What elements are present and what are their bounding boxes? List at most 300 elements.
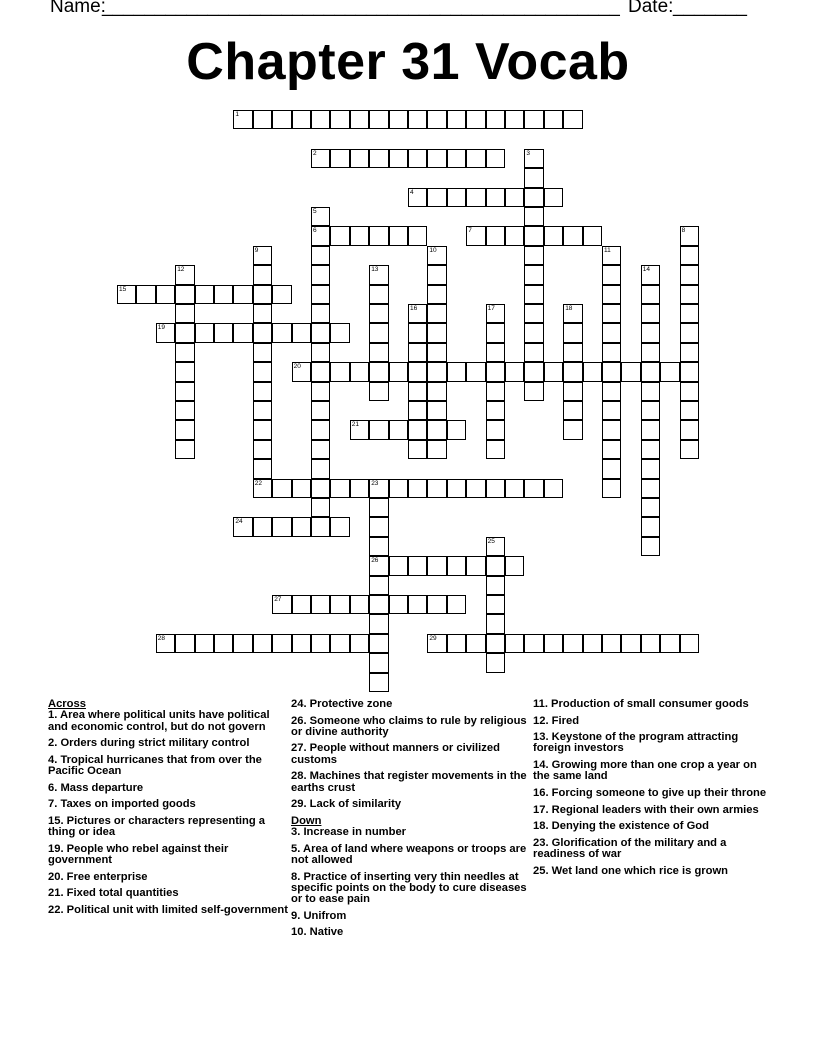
grid-cell[interactable] xyxy=(292,517,311,536)
grid-cell[interactable] xyxy=(680,440,699,459)
grid-cell[interactable] xyxy=(253,634,272,653)
grid-cell[interactable] xyxy=(292,479,311,498)
grid-cell[interactable] xyxy=(544,188,563,207)
grid-cell[interactable] xyxy=(447,362,466,381)
grid-cell[interactable] xyxy=(311,207,330,226)
grid-cell[interactable] xyxy=(427,246,446,265)
grid-cell[interactable] xyxy=(680,634,699,653)
grid-cell[interactable] xyxy=(447,634,466,653)
grid-cell[interactable] xyxy=(505,479,524,498)
grid-cell[interactable] xyxy=(311,265,330,284)
grid-cell[interactable] xyxy=(602,634,621,653)
grid-cell[interactable] xyxy=(524,382,543,401)
grid-cell[interactable] xyxy=(680,420,699,439)
grid-cell[interactable] xyxy=(563,401,582,420)
grid-cell[interactable] xyxy=(330,479,349,498)
grid-cell[interactable] xyxy=(583,226,602,245)
grid-cell[interactable] xyxy=(486,149,505,168)
grid-cell[interactable] xyxy=(253,401,272,420)
grid-cell[interactable] xyxy=(350,149,369,168)
grid-cell[interactable] xyxy=(486,188,505,207)
grid-cell[interactable] xyxy=(524,246,543,265)
grid-cell[interactable] xyxy=(641,498,660,517)
grid-cell[interactable] xyxy=(524,226,543,245)
grid-cell[interactable] xyxy=(641,382,660,401)
grid-cell[interactable] xyxy=(524,168,543,187)
grid-cell[interactable] xyxy=(311,517,330,536)
grid-cell[interactable] xyxy=(563,382,582,401)
grid-cell[interactable] xyxy=(369,226,388,245)
grid-cell[interactable] xyxy=(389,595,408,614)
grid-cell[interactable] xyxy=(292,595,311,614)
grid-cell[interactable] xyxy=(563,420,582,439)
grid-cell[interactable] xyxy=(660,362,679,381)
grid-cell[interactable] xyxy=(214,285,233,304)
grid-cell[interactable] xyxy=(505,634,524,653)
grid-cell[interactable] xyxy=(330,362,349,381)
grid-cell[interactable] xyxy=(311,323,330,342)
grid-cell[interactable] xyxy=(641,459,660,478)
grid-cell[interactable] xyxy=(350,595,369,614)
grid-cell[interactable] xyxy=(136,285,155,304)
grid-cell[interactable] xyxy=(311,362,330,381)
grid-cell[interactable] xyxy=(292,634,311,653)
grid-cell[interactable] xyxy=(447,149,466,168)
grid-cell[interactable] xyxy=(524,188,543,207)
grid-cell[interactable] xyxy=(253,343,272,362)
grid-cell[interactable] xyxy=(389,362,408,381)
grid-cell[interactable] xyxy=(563,362,582,381)
grid-cell[interactable] xyxy=(408,556,427,575)
grid-cell[interactable] xyxy=(214,634,233,653)
grid-cell[interactable] xyxy=(408,323,427,342)
grid-cell[interactable] xyxy=(427,149,446,168)
grid-cell[interactable] xyxy=(427,265,446,284)
grid-cell[interactable] xyxy=(524,634,543,653)
grid-cell[interactable] xyxy=(680,265,699,284)
grid-cell[interactable] xyxy=(195,634,214,653)
grid-cell[interactable] xyxy=(486,420,505,439)
grid-cell[interactable] xyxy=(602,246,621,265)
grid-cell[interactable] xyxy=(466,188,485,207)
grid-cell[interactable] xyxy=(641,304,660,323)
grid-cell[interactable] xyxy=(544,110,563,129)
grid-cell[interactable] xyxy=(466,634,485,653)
grid-cell[interactable] xyxy=(641,323,660,342)
grid-cell[interactable] xyxy=(486,362,505,381)
grid-cell[interactable] xyxy=(389,479,408,498)
grid-cell[interactable] xyxy=(447,595,466,614)
grid-cell[interactable] xyxy=(427,323,446,342)
grid-cell[interactable] xyxy=(486,653,505,672)
grid-cell[interactable] xyxy=(408,188,427,207)
grid-cell[interactable] xyxy=(408,149,427,168)
grid-cell[interactable] xyxy=(369,537,388,556)
grid-cell[interactable] xyxy=(680,401,699,420)
name-blank-line[interactable]: _________________________________________________ xyxy=(102,0,620,17)
grid-cell[interactable] xyxy=(524,110,543,129)
grid-cell[interactable] xyxy=(233,517,252,536)
grid-cell[interactable] xyxy=(486,576,505,595)
grid-cell[interactable] xyxy=(680,343,699,362)
grid-cell[interactable] xyxy=(233,634,252,653)
grid-cell[interactable] xyxy=(389,420,408,439)
grid-cell[interactable] xyxy=(602,420,621,439)
grid-cell[interactable] xyxy=(175,362,194,381)
grid-cell[interactable] xyxy=(680,246,699,265)
grid-cell[interactable] xyxy=(195,285,214,304)
grid-cell[interactable] xyxy=(486,614,505,633)
grid-cell[interactable] xyxy=(427,634,446,653)
clue-num: 24. xyxy=(291,698,307,710)
grid-cell[interactable] xyxy=(175,265,194,284)
grid-cell[interactable] xyxy=(427,440,446,459)
grid-cell[interactable] xyxy=(175,401,194,420)
grid-cell[interactable] xyxy=(641,401,660,420)
across-clue xyxy=(291,771,531,794)
grid-cell[interactable] xyxy=(175,420,194,439)
grid-cell[interactable] xyxy=(369,110,388,129)
grid-cell[interactable] xyxy=(544,634,563,653)
grid-cell[interactable] xyxy=(369,673,388,692)
grid-cell[interactable] xyxy=(369,343,388,362)
grid-cell[interactable] xyxy=(253,362,272,381)
grid-cell[interactable] xyxy=(311,304,330,323)
grid-cell[interactable] xyxy=(486,440,505,459)
grid-cell[interactable] xyxy=(486,537,505,556)
grid-cell[interactable] xyxy=(253,265,272,284)
across-clue xyxy=(48,872,288,883)
grid-cell[interactable] xyxy=(466,556,485,575)
grid-cell[interactable] xyxy=(447,188,466,207)
grid-cell[interactable] xyxy=(253,304,272,323)
grid-cell[interactable] xyxy=(427,401,446,420)
grid-cell[interactable] xyxy=(350,226,369,245)
grid-cell[interactable] xyxy=(253,420,272,439)
date-blank-line[interactable]: _______ xyxy=(673,0,747,17)
grid-cell[interactable] xyxy=(486,634,505,653)
grid-cell[interactable] xyxy=(408,362,427,381)
grid-cell[interactable] xyxy=(311,440,330,459)
grid-cell[interactable] xyxy=(427,556,446,575)
grid-cell[interactable] xyxy=(369,265,388,284)
grid-cell[interactable] xyxy=(350,634,369,653)
grid-cell[interactable] xyxy=(253,459,272,478)
grid-cell[interactable] xyxy=(466,149,485,168)
grid-cell[interactable] xyxy=(350,479,369,498)
grid-cell[interactable] xyxy=(680,304,699,323)
grid-cell[interactable] xyxy=(427,479,446,498)
grid-cell[interactable] xyxy=(641,634,660,653)
grid-cell[interactable] xyxy=(505,226,524,245)
grid-cell[interactable] xyxy=(427,285,446,304)
grid-cell[interactable] xyxy=(214,323,233,342)
clue-num: 14. xyxy=(533,759,549,772)
grid-cell[interactable] xyxy=(311,634,330,653)
grid-cell[interactable] xyxy=(680,362,699,381)
grid-cell[interactable] xyxy=(544,362,563,381)
grid-cell[interactable] xyxy=(408,304,427,323)
grid-cell[interactable] xyxy=(311,382,330,401)
grid-cell[interactable] xyxy=(602,401,621,420)
grid-cell[interactable] xyxy=(544,479,563,498)
grid-cell[interactable] xyxy=(524,285,543,304)
grid-cell[interactable] xyxy=(311,226,330,245)
grid-cell[interactable] xyxy=(311,401,330,420)
grid-cell[interactable] xyxy=(563,343,582,362)
grid-cell[interactable] xyxy=(233,110,252,129)
grid-cell[interactable] xyxy=(389,226,408,245)
down-clue xyxy=(291,844,531,867)
grid-cell[interactable] xyxy=(641,343,660,362)
grid-cell[interactable] xyxy=(292,362,311,381)
grid-cell[interactable] xyxy=(486,304,505,323)
grid-cell[interactable] xyxy=(292,323,311,342)
grid-cell[interactable] xyxy=(272,479,291,498)
grid-cell[interactable] xyxy=(505,362,524,381)
grid-cell[interactable] xyxy=(621,362,640,381)
grid-cell[interactable] xyxy=(427,110,446,129)
grid-cell[interactable] xyxy=(253,517,272,536)
grid-cell[interactable] xyxy=(369,420,388,439)
grid-cell[interactable] xyxy=(680,382,699,401)
grid-cell[interactable] xyxy=(641,517,660,536)
grid-cell[interactable] xyxy=(311,246,330,265)
grid-cell[interactable] xyxy=(621,634,640,653)
grid-cell[interactable] xyxy=(408,110,427,129)
grid-cell[interactable] xyxy=(563,110,582,129)
grid-cell[interactable] xyxy=(175,323,194,342)
grid-cell[interactable] xyxy=(427,343,446,362)
grid-cell[interactable] xyxy=(292,110,311,129)
grid-cell[interactable] xyxy=(369,323,388,342)
grid-cell[interactable] xyxy=(272,323,291,342)
grid-cell[interactable] xyxy=(427,595,446,614)
grid-cell[interactable] xyxy=(563,226,582,245)
grid-cell[interactable] xyxy=(175,440,194,459)
grid-cell[interactable] xyxy=(330,226,349,245)
grid-cell[interactable] xyxy=(311,479,330,498)
grid-cell[interactable] xyxy=(369,653,388,672)
grid-cell[interactable] xyxy=(311,149,330,168)
grid-cell[interactable] xyxy=(175,304,194,323)
grid-cell[interactable] xyxy=(350,362,369,381)
grid-cell[interactable] xyxy=(641,265,660,284)
grid-cell[interactable] xyxy=(427,188,446,207)
grid-cell[interactable] xyxy=(389,110,408,129)
grid-cell[interactable] xyxy=(175,343,194,362)
grid-cell[interactable] xyxy=(427,304,446,323)
grid-cell[interactable] xyxy=(311,459,330,478)
grid-cell[interactable] xyxy=(369,614,388,633)
grid-cell[interactable] xyxy=(311,595,330,614)
grid-cell[interactable] xyxy=(330,149,349,168)
page-title: Chapter 31 Vocab xyxy=(186,33,630,91)
grid-cell[interactable] xyxy=(602,285,621,304)
grid-cell[interactable] xyxy=(641,537,660,556)
grid-cell[interactable] xyxy=(369,556,388,575)
grid-cell[interactable] xyxy=(272,285,291,304)
grid-cell[interactable] xyxy=(408,226,427,245)
grid-cell[interactable] xyxy=(175,285,194,304)
grid-cell[interactable] xyxy=(311,343,330,362)
grid-cell[interactable] xyxy=(524,149,543,168)
grid-cell[interactable] xyxy=(369,576,388,595)
grid-cell[interactable] xyxy=(563,304,582,323)
grid-cell[interactable] xyxy=(408,382,427,401)
grid-cell[interactable] xyxy=(641,479,660,498)
name-label: Name: xyxy=(50,0,106,17)
grid-cell[interactable] xyxy=(544,226,563,245)
grid-cell[interactable] xyxy=(466,362,485,381)
grid-cell[interactable] xyxy=(427,362,446,381)
grid-cell[interactable] xyxy=(524,479,543,498)
grid-cell[interactable] xyxy=(524,265,543,284)
grid-cell[interactable] xyxy=(117,285,136,304)
grid-cell[interactable] xyxy=(272,517,291,536)
grid-cell[interactable] xyxy=(408,595,427,614)
grid-cell[interactable] xyxy=(486,401,505,420)
grid-cell[interactable] xyxy=(524,343,543,362)
grid-cell[interactable] xyxy=(680,285,699,304)
grid-cell[interactable] xyxy=(330,634,349,653)
grid-cell[interactable] xyxy=(389,556,408,575)
grid-cell[interactable] xyxy=(602,343,621,362)
grid-cell[interactable] xyxy=(602,440,621,459)
grid-cell[interactable] xyxy=(350,420,369,439)
grid-cell[interactable] xyxy=(311,285,330,304)
grid-cell[interactable] xyxy=(486,595,505,614)
grid-cell[interactable] xyxy=(195,323,214,342)
grid-cell[interactable] xyxy=(253,382,272,401)
grid-cell[interactable] xyxy=(505,556,524,575)
grid-cell[interactable] xyxy=(602,362,621,381)
grid-cell[interactable] xyxy=(486,110,505,129)
grid-cell[interactable] xyxy=(524,362,543,381)
clue-text: Fired xyxy=(548,714,580,727)
grid-cell[interactable] xyxy=(660,634,679,653)
grid-cell[interactable] xyxy=(350,110,369,129)
grid-cell[interactable] xyxy=(369,149,388,168)
clue-text: Tropical hurricanes that from over the Pacific Ocean xyxy=(48,753,262,778)
grid-cell[interactable] xyxy=(486,323,505,342)
grid-cell[interactable] xyxy=(175,382,194,401)
grid-cell[interactable] xyxy=(602,323,621,342)
grid-cell[interactable] xyxy=(602,304,621,323)
grid-cell[interactable] xyxy=(641,420,660,439)
grid-cell[interactable] xyxy=(524,207,543,226)
grid-cell[interactable] xyxy=(466,226,485,245)
grid-cell[interactable] xyxy=(175,634,194,653)
grid-cell[interactable] xyxy=(466,110,485,129)
grid-cell[interactable] xyxy=(563,634,582,653)
grid-cell[interactable] xyxy=(680,323,699,342)
grid-cell[interactable] xyxy=(156,634,175,653)
grid-cell[interactable] xyxy=(233,285,252,304)
grid-cell[interactable] xyxy=(641,440,660,459)
grid-cell[interactable] xyxy=(563,323,582,342)
grid-cell[interactable] xyxy=(583,634,602,653)
grid-cell[interactable] xyxy=(583,362,602,381)
grid-cell[interactable] xyxy=(447,110,466,129)
grid-cell[interactable] xyxy=(486,556,505,575)
grid-cell[interactable] xyxy=(447,479,466,498)
grid-cell[interactable] xyxy=(447,556,466,575)
grid-cell[interactable] xyxy=(602,265,621,284)
grid-cell[interactable] xyxy=(408,401,427,420)
grid-cell[interactable] xyxy=(156,285,175,304)
grid-cell[interactable] xyxy=(272,595,291,614)
grid-cell[interactable] xyxy=(641,285,660,304)
grid-cell[interactable] xyxy=(408,440,427,459)
grid-cell[interactable] xyxy=(369,382,388,401)
grid-cell[interactable] xyxy=(524,304,543,323)
grid-cell[interactable] xyxy=(253,110,272,129)
grid-cell[interactable] xyxy=(369,517,388,536)
grid-cell[interactable] xyxy=(369,634,388,653)
clue-text: Forcing someone to give up their throne xyxy=(548,786,767,799)
grid-cell[interactable] xyxy=(389,149,408,168)
grid-cell[interactable] xyxy=(369,285,388,304)
grid-cell[interactable] xyxy=(369,304,388,323)
grid-cell[interactable] xyxy=(680,226,699,245)
grid-cell[interactable] xyxy=(641,362,660,381)
grid-cell[interactable] xyxy=(447,420,466,439)
grid-cell[interactable] xyxy=(408,420,427,439)
grid-cell[interactable] xyxy=(408,479,427,498)
grid-cell[interactable] xyxy=(253,479,272,498)
grid-cell[interactable] xyxy=(524,323,543,342)
grid-cell[interactable] xyxy=(330,517,349,536)
grid-cell[interactable] xyxy=(369,362,388,381)
grid-cell[interactable] xyxy=(233,323,252,342)
clue-number: 11 xyxy=(604,246,611,254)
grid-cell[interactable] xyxy=(486,382,505,401)
grid-cell[interactable] xyxy=(505,110,524,129)
grid-cell[interactable] xyxy=(330,595,349,614)
grid-cell[interactable] xyxy=(602,382,621,401)
grid-cell[interactable] xyxy=(156,323,175,342)
grid-cell[interactable] xyxy=(311,420,330,439)
grid-cell[interactable] xyxy=(253,440,272,459)
grid-cell[interactable] xyxy=(486,226,505,245)
grid-cell[interactable] xyxy=(602,459,621,478)
grid-cell[interactable] xyxy=(330,323,349,342)
grid-cell[interactable] xyxy=(272,634,291,653)
grid-cell[interactable] xyxy=(369,595,388,614)
clue-number: 3 xyxy=(526,149,531,157)
down-clue xyxy=(533,805,768,816)
grid-cell[interactable] xyxy=(486,479,505,498)
grid-cell[interactable] xyxy=(369,479,388,498)
clue-number: 29 xyxy=(429,634,437,642)
grid-cell[interactable] xyxy=(427,382,446,401)
grid-cell[interactable] xyxy=(272,110,291,129)
grid-cell[interactable] xyxy=(369,498,388,517)
grid-cell[interactable] xyxy=(253,246,272,265)
grid-cell[interactable] xyxy=(253,285,272,304)
grid-cell[interactable] xyxy=(486,343,505,362)
grid-cell[interactable] xyxy=(466,479,485,498)
grid-cell[interactable] xyxy=(330,110,349,129)
grid-cell[interactable] xyxy=(311,110,330,129)
grid-cell[interactable] xyxy=(602,479,621,498)
grid-cell[interactable] xyxy=(505,188,524,207)
grid-cell[interactable] xyxy=(427,420,446,439)
grid-cell[interactable] xyxy=(311,498,330,517)
grid-cell[interactable] xyxy=(253,323,272,342)
grid-cell[interactable] xyxy=(408,343,427,362)
